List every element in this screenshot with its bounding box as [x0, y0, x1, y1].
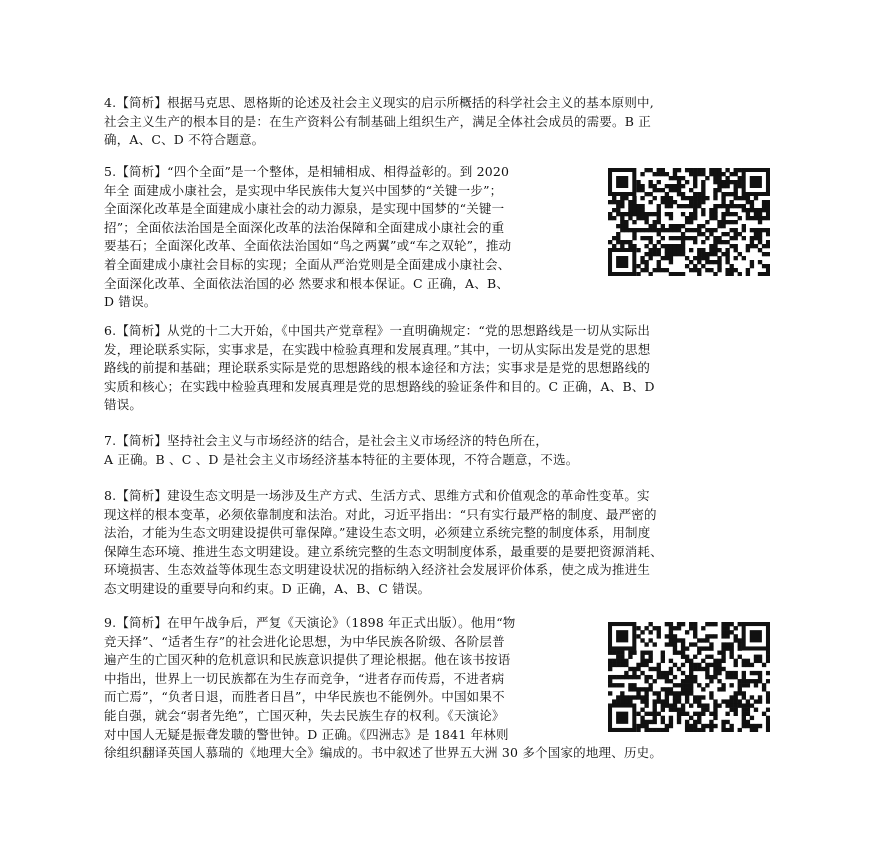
paragraph-q9 [104, 614, 662, 763]
text-line: 7.【简析】坚持社会主义与市场经济的结合，是社会主义市场经济的特色所在， [104, 433, 549, 448]
text-line: 现这样的根本变革，必须依靠制度和法治。对此，习近平指出：“只有实行最严格的制度、最严密的 [104, 506, 657, 522]
text-line: 能自强，就会“弱者先绝”，亡国灭种，失去民族生存的权利。《天演论》 [104, 707, 505, 723]
text-line: 社会主义生产的根本目的是：在生产资料公有制基础上组织生产，满足全体社会成员的需要。B 正 [104, 113, 651, 129]
text-line: 而亡焉”，“负者日退，而胜者日昌”，中华民族也不能例外。中国如果不 [104, 689, 505, 705]
qr-code-icon [608, 168, 770, 276]
text-line: 发，理论联系实际，实事求是，在实践中检验真理和发展真理。”其中，一切从实际出发是党的思想 [104, 341, 651, 357]
text-line: 4.【简析】根据马克思、恩格斯的论述及社会主义现实的启示所概括的科学社会主义的基本原则中, [104, 95, 654, 110]
text-line: D 错误。 [104, 294, 157, 310]
paragraph-q4 [104, 94, 654, 150]
text-line: 6.【简析】从党的十二大开始，《中国共产党章程》一直明确规定：“党的思想路线是一切从实际出 [104, 323, 651, 338]
text-line: 确，A、C、D 不符合题意。 [104, 132, 265, 148]
text-line: 保障生态环境、推进生态文明建设。建立系统完整的生态文明制度体系，最重要的是要把资源消耗、 [104, 543, 663, 559]
text-line: 全面深化改革是全面建成小康社会的动力源泉，是实现中国梦的“关键一 [104, 201, 505, 217]
text-line: 9.【简析】在甲午战争后，严复《天演论》（1898 年正式出版）。他用“物 [104, 615, 516, 630]
text-line: 实质和核心；在实践中检验真理和发展真理是党的思想路线的验证条件和目的。C 正确，A、B、D [104, 378, 655, 394]
text-line: 8.【简析】建设生态文明是一场涉及生产方式、生活方式、思维方式和价值观念的革命性变革。实 [104, 488, 650, 503]
text-line: 招”；全面依法治国是全面深化改革的法治保障和全面建成小康社会的重 [104, 219, 505, 235]
text-line: 错误。 [104, 397, 143, 413]
qr-code-2 [608, 622, 770, 732]
text-line: 徐组织翻译英国人慕瑞的《地理大全》编成的。书中叙述了世界五大洲 30 多个国家的地理、历史。 [104, 745, 663, 761]
text-line: 遍产生的亡国灭种的危机意识和民族意识提供了理论根据。他在该书按语 [104, 652, 511, 668]
text-line: 年全 面建成小康社会，是实现中华民族伟大复兴中国梦的“关键一步”； [104, 182, 503, 198]
text-line: 5.【简析】“四个全面”是一个整体，是相辅相成、相得益彰的。到 2020 [104, 164, 510, 179]
text-line: 着全面建成小康社会目标的实现；全面从严治党则是全面建成小康社会、 [104, 256, 511, 272]
paragraph-q6 [104, 322, 655, 415]
paragraph-q5 [104, 163, 511, 312]
text-line: 竞天择”、“适者生存”的社会进化论思想，为中华民族各阶级、各阶层普 [104, 633, 505, 649]
paragraph-q8 [104, 487, 663, 599]
text-line: 中指出，世界上一切民族都在为生存而竞争，“进者存而传焉，不进者病 [104, 670, 505, 686]
text-line: 路线的前提和基础；理论联系实际是党的思想路线的根本途径和方法；实事求是是党的思想路线的 [104, 360, 651, 376]
text-line: 对中国人无疑是振聋发聩的警世钟。D 正确。《四洲志》是 1841 年林则 [104, 726, 509, 742]
text-line: 全面深化改革、全面依法治国的必 然要求和根本保证。C 正确，A、B、 [104, 275, 510, 291]
text-line: 态文明建设的重要导向和约束。D 正确，A、B、C 错误。 [104, 580, 431, 596]
text-line: 环境损害、生态效益等体现生态文明建设状况的指标纳入经济社会发展评价体系，使之成为推进生 [104, 562, 651, 578]
paragraph-q7 [104, 432, 578, 469]
qr-code-1 [608, 168, 770, 276]
text-line: 要基石；全面深化改革、全面依法治国如“鸟之两翼”或“车之双轮”，推动 [104, 238, 512, 254]
qr-code-icon [608, 622, 770, 732]
text-line: A 正确。B 、C 、D 是社会主义市场经济基本特征的主要体现，不符合题意，不选。 [104, 451, 579, 467]
text-line: 法治，才能为生态文明建设提供可靠保障。”建设生态文明，必须建立系统完整的制度体系，用制度 [104, 525, 651, 541]
